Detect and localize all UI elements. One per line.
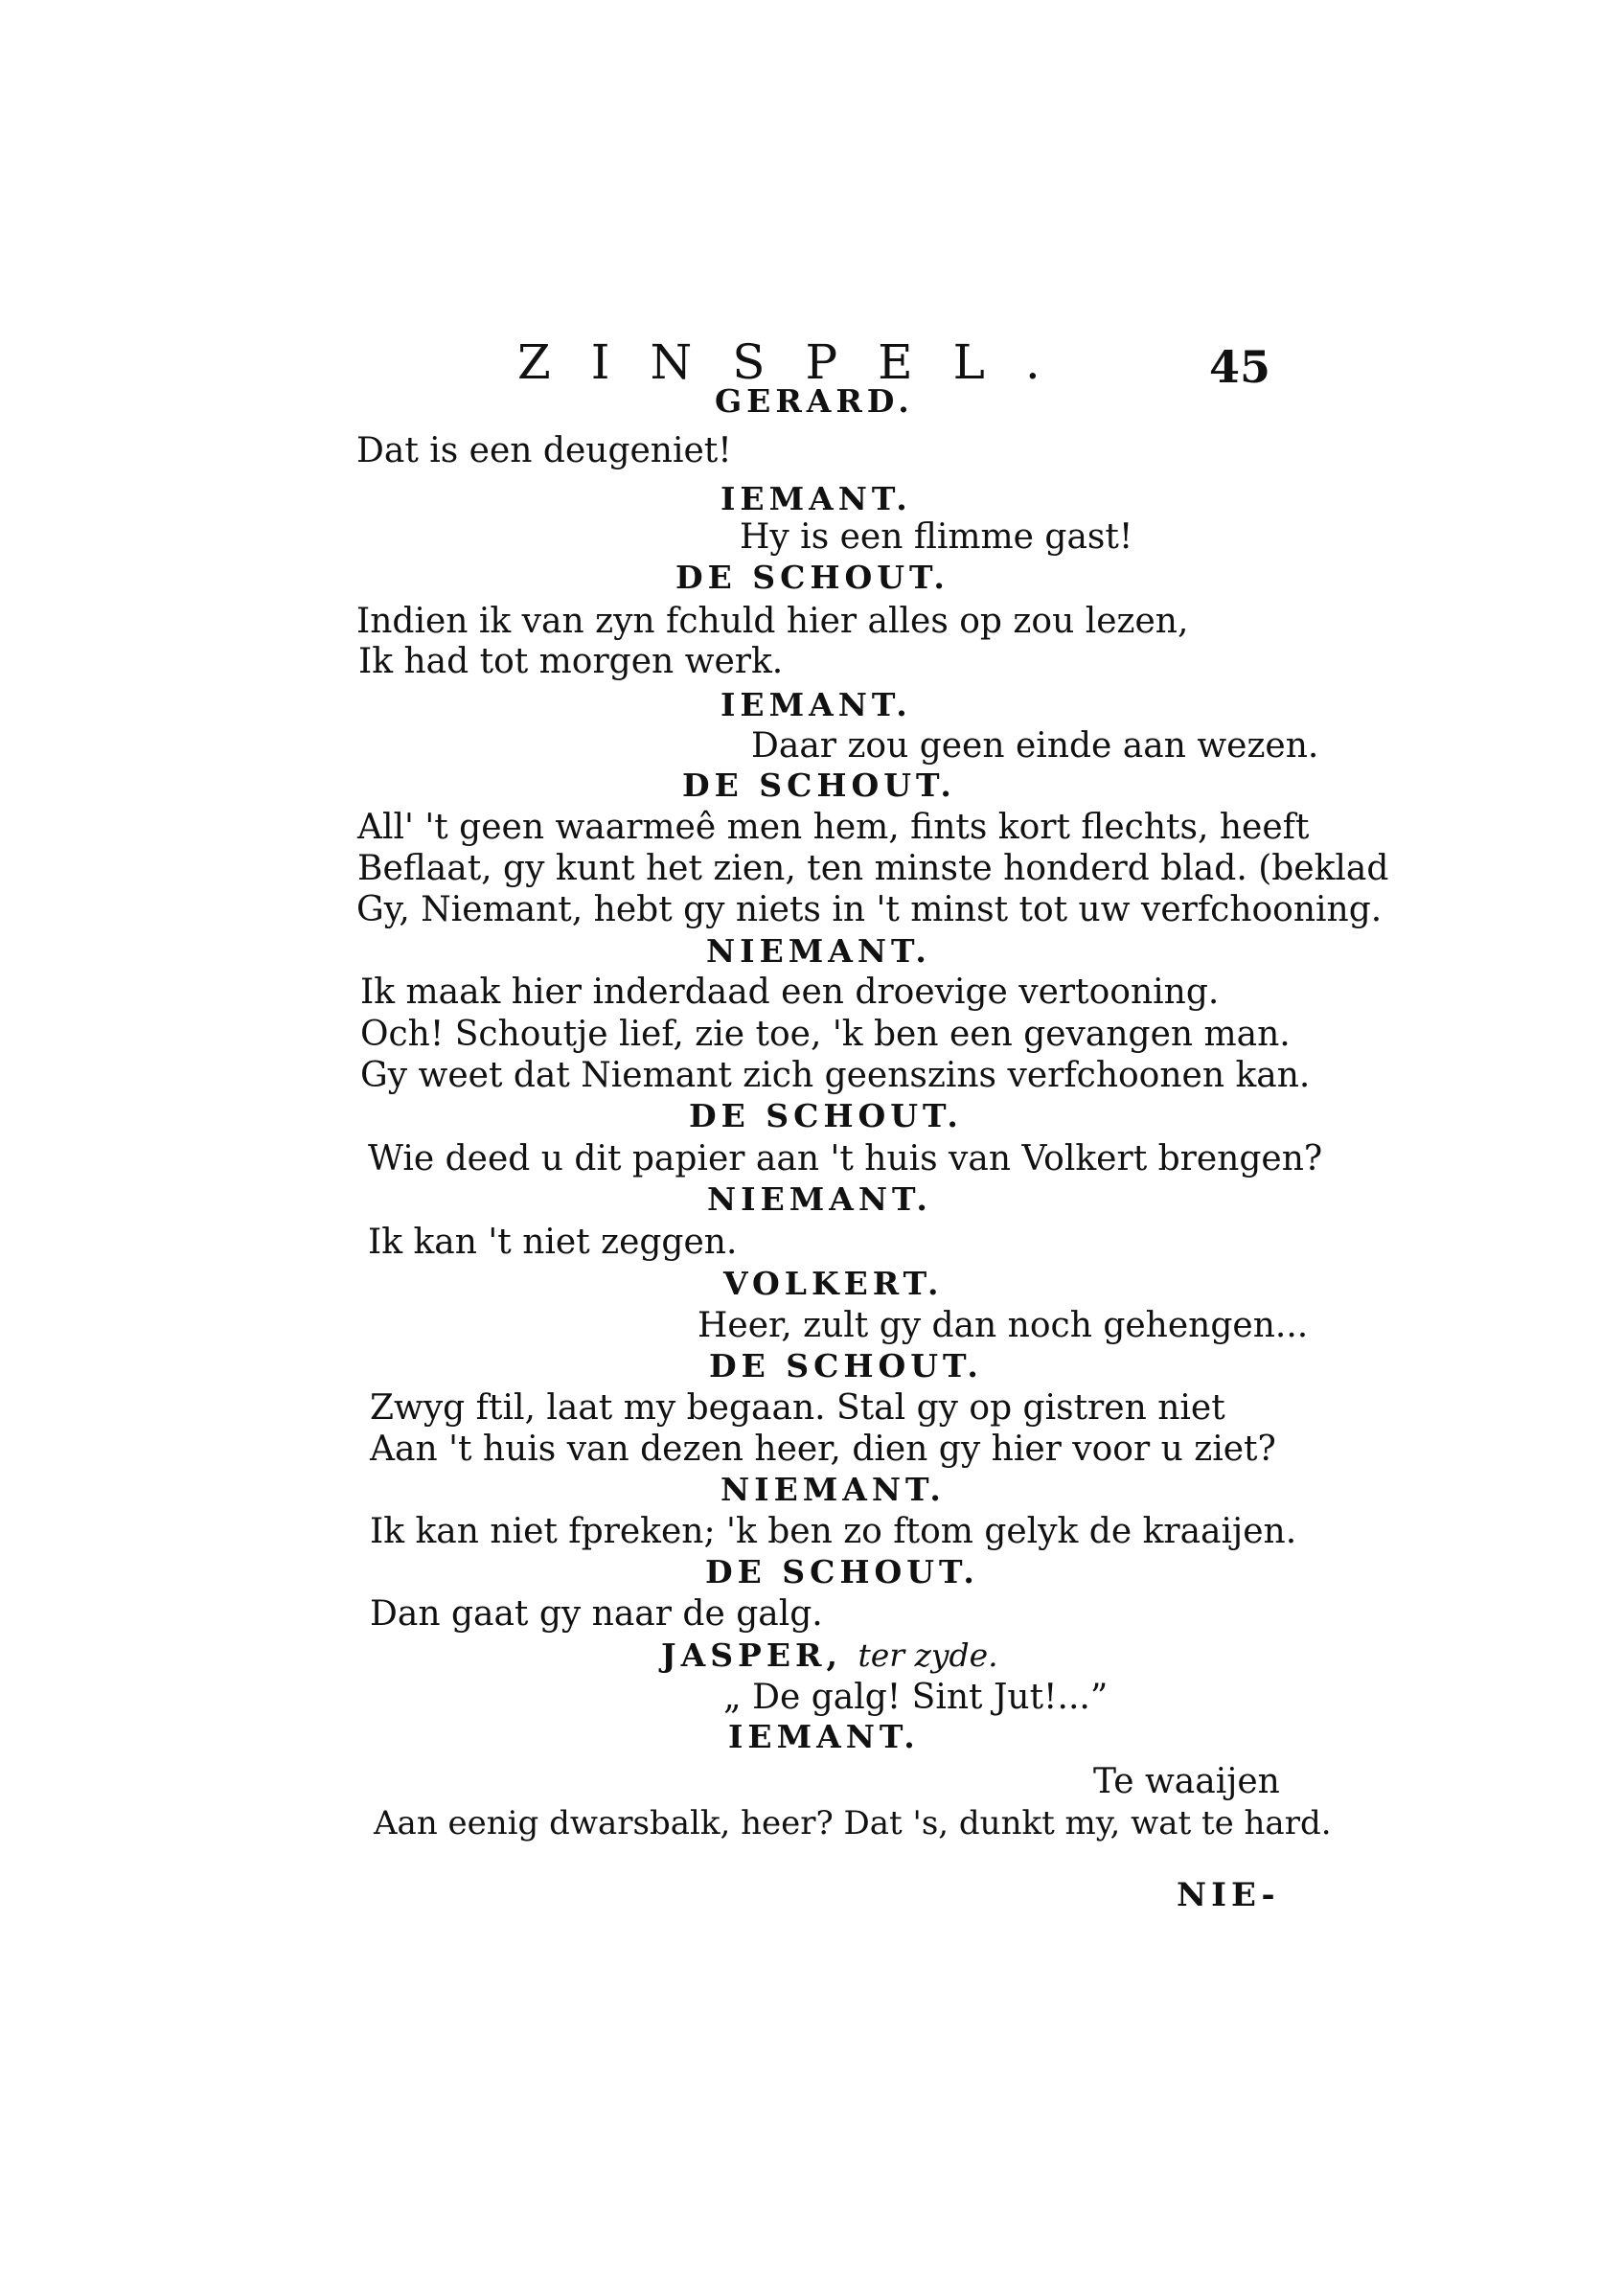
catchword: NIE-	[1177, 1876, 1280, 1914]
verse-line: Ik kan 't niet zeggen.	[368, 1223, 738, 1262]
verse-line: Ik had tot morgen werk.	[358, 642, 784, 681]
speaker-iemant: IEMANT.	[728, 1718, 920, 1755]
verse-line: Ik kan niet fpreken; 'k ben zo ftom gelyk de kraaijen.	[370, 1512, 1297, 1551]
speaker-volkert: VOLKERT.	[723, 1265, 944, 1302]
verse-line: Wie deed u dit papier aan 't huis van Volkert brengen?	[368, 1139, 1323, 1178]
verse-line: Heer, zult gy dan noch gehengen...	[698, 1306, 1309, 1345]
speaker-de-schout: DE SCHOUT.	[675, 559, 949, 596]
verse-line: Indien ik van zyn fchuld hier alles op zou lezen,	[356, 602, 1189, 641]
verse-line: Hy is een flimme gast!	[740, 517, 1133, 557]
verse-line: Ik maak hier inderdaad een droevige vertooning.	[360, 972, 1220, 1012]
verse-line: Zwyg ftil, laat my begaan. Stal gy op gistren niet	[370, 1388, 1225, 1428]
running-head-title: ZINSPEL.	[517, 334, 1081, 390]
verse-line: Gy weet dat Niemant zich geenszins verfchoonen kan.	[360, 1056, 1311, 1095]
speaker-de-schout: DE SCHOUT.	[689, 1097, 963, 1134]
speaker-gerard: GERARD.	[715, 382, 914, 420]
speaker-jasper	[661, 1634, 998, 1678]
speaker-de-schout: DE SCHOUT.	[709, 1347, 983, 1384]
speaker-niemant: NIEMANT.	[721, 1471, 946, 1508]
stage-direction: ter zyde.	[858, 1636, 998, 1674]
verse-line: Aan eenig dwarsbalk, heer? Dat 's, dunkt my, wat te hard.	[374, 1804, 1332, 1842]
verse-line: Och! Schoutje lief, zie toe, 'k ben een gevangen man.	[360, 1015, 1291, 1054]
verse-line: Beflaat, gy kunt het zien, ten minste honderd blad. (beklad	[357, 849, 1389, 888]
verse-line: All' 't geen waarmeê men hem, fints kort flechts, heeft	[357, 808, 1310, 847]
verse-line: Aan 't huis van dezen heer, dien gy hier voor u ziet?	[370, 1430, 1276, 1469]
verse-line: Te waaijen	[1093, 1762, 1280, 1801]
verse-line: Dat is een deugeniet!	[356, 431, 732, 470]
speaker-de-schout: DE SCHOUT.	[682, 766, 956, 804]
verse-line: Daar zou geen einde aan wezen.	[751, 726, 1319, 766]
speaker-niemant: NIEMANT.	[707, 1180, 932, 1218]
speaker-iemant: IEMANT.	[721, 686, 912, 723]
verse-line: Dan gaat gy naar de galg.	[370, 1594, 823, 1634]
speaker-niemant: NIEMANT.	[706, 932, 931, 970]
speaker-de-schout: DE SCHOUT.	[705, 1553, 979, 1590]
verse-line: Gy, Niemant, hebt gy niets in 't minst tot uw verfchooning.	[356, 890, 1383, 929]
verse-line: „ De galg! Sint Jut!...”	[723, 1678, 1109, 1717]
speaker-name: JASPER,	[661, 1636, 842, 1674]
page-number: 45	[1209, 341, 1271, 393]
speaker-iemant: IEMANT.	[721, 480, 912, 517]
